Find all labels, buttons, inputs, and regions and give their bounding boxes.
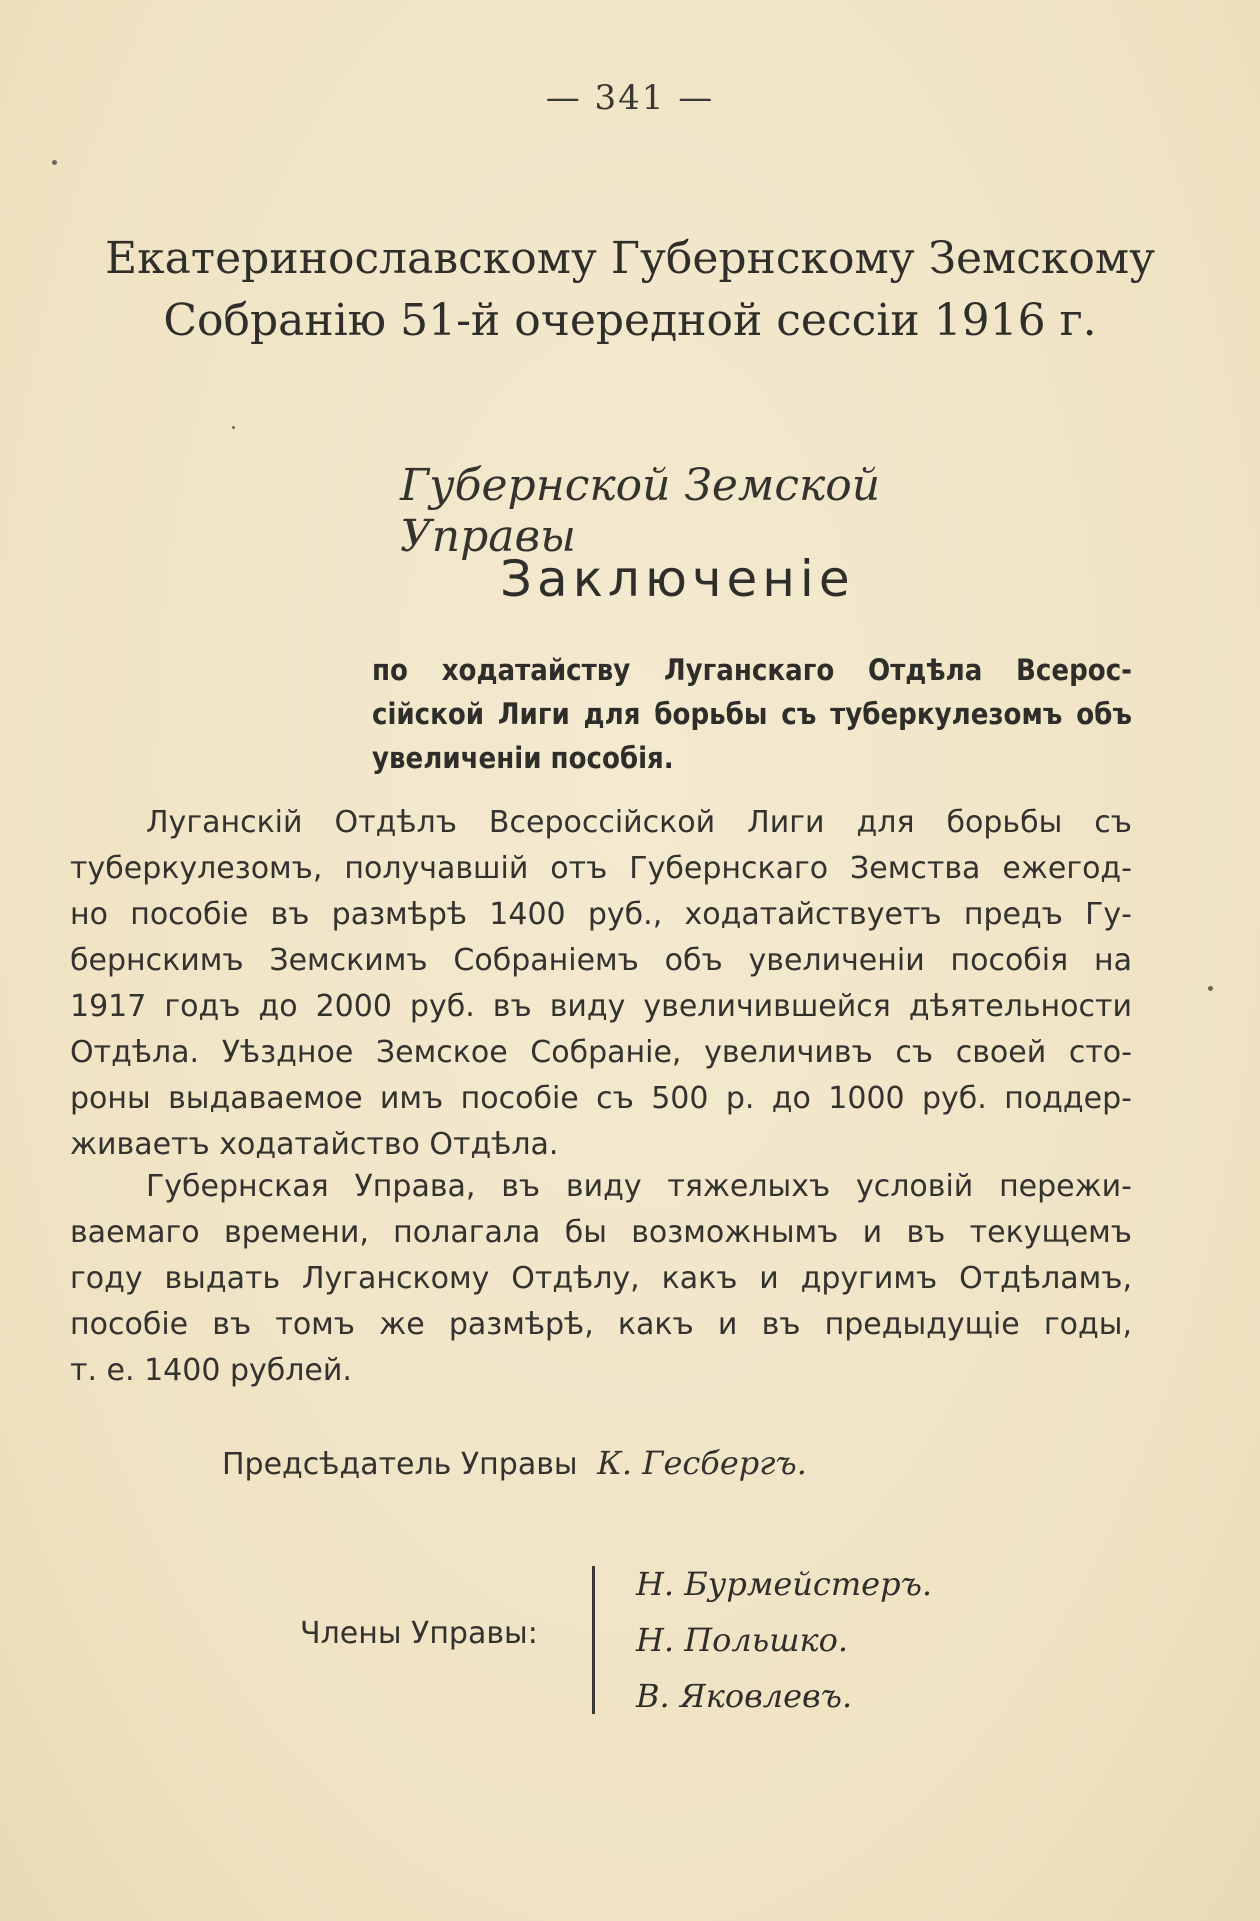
section-heading: Заключеніе [500, 550, 855, 608]
document-title [60, 228, 1200, 352]
paragraph-2-line: Губернская Управа, въ виду тяжелыхъ условій пережи- [146, 1169, 1132, 1204]
issuer-subtitle: Губернской Земской Управы [400, 460, 881, 562]
topic-line-1: по ходатайству Луганскаго Отдѣла Всерос- [372, 653, 1132, 687]
topic-line-2: сійской Лиги для борьбы съ туберкулезомъ объ [372, 697, 1132, 731]
paper-speck [1208, 986, 1213, 991]
member-name: В. Яковлевъ. [636, 1677, 853, 1715]
chairman-signature-line [222, 1444, 807, 1482]
paragraph-2 [70, 1164, 1132, 1394]
paragraph-1-line: Луганскій Отдѣлъ Всероссійской Лиги для борьбы съ [146, 805, 1132, 840]
topic-line-3: увеличеніи пособія. [372, 741, 674, 775]
paragraph-2-line: году выдать Луганскому Отдѣлу, какъ и другимъ Отдѣламъ, [70, 1261, 1132, 1296]
title-line-2: Собранію 51-й очередной сессіи 1916 г. [163, 295, 1097, 346]
members-list [636, 1556, 932, 1724]
paragraph-1-line: но пособіе въ размѣрѣ 1400 руб., ходатайствуетъ предъ Гу- [70, 897, 1132, 932]
member-name: Н. Бурмейстеръ. [636, 1565, 933, 1603]
title-line-1: Екатеринославскому Губернскому Земскому [104, 233, 1156, 284]
paragraph-1-line: туберкулезомъ, получавшій отъ Губернскаго Земства ежегод- [70, 851, 1132, 886]
paragraph-1-line: бернскимъ Земскимъ Собраніемъ объ увеличеніи пособія на [70, 943, 1132, 978]
paragraph-1 [70, 800, 1132, 1168]
paragraph-1-line: Отдѣла. Уѣздное Земское Собраніе, увеличивъ съ своей сто- [70, 1035, 1132, 1070]
paper-speck [52, 160, 57, 165]
paragraph-1-line: живаетъ ходатайство Отдѣла. [70, 1127, 559, 1162]
chairman-name: К. Гесбергъ. [597, 1444, 807, 1482]
topic-statement [372, 648, 1132, 780]
members-brace [592, 1566, 595, 1714]
members-label: Члены Управы: [300, 1616, 538, 1651]
paragraph-2-line: ваемаго времени, полагала бы возможнымъ и въ текущемъ [70, 1215, 1132, 1250]
chairman-label: Предсѣдатель Управы [222, 1447, 578, 1482]
paragraph-2-line: т. е. 1400 рублей. [70, 1353, 352, 1388]
paragraph-2-line: пособіе въ томъ же размѣрѣ, какъ и въ предыдущіе годы, [70, 1307, 1132, 1342]
paragraph-1-line: 1917 годъ до 2000 руб. въ виду увеличившейся дѣятельности [70, 989, 1132, 1024]
member-name: Н. Польшко. [636, 1621, 849, 1659]
paper-speck [232, 426, 235, 429]
page-number: — 341 — [545, 78, 715, 118]
paragraph-1-line: роны выдаваемое имъ пособіе съ 500 р. до 1000 руб. поддер- [70, 1081, 1132, 1116]
